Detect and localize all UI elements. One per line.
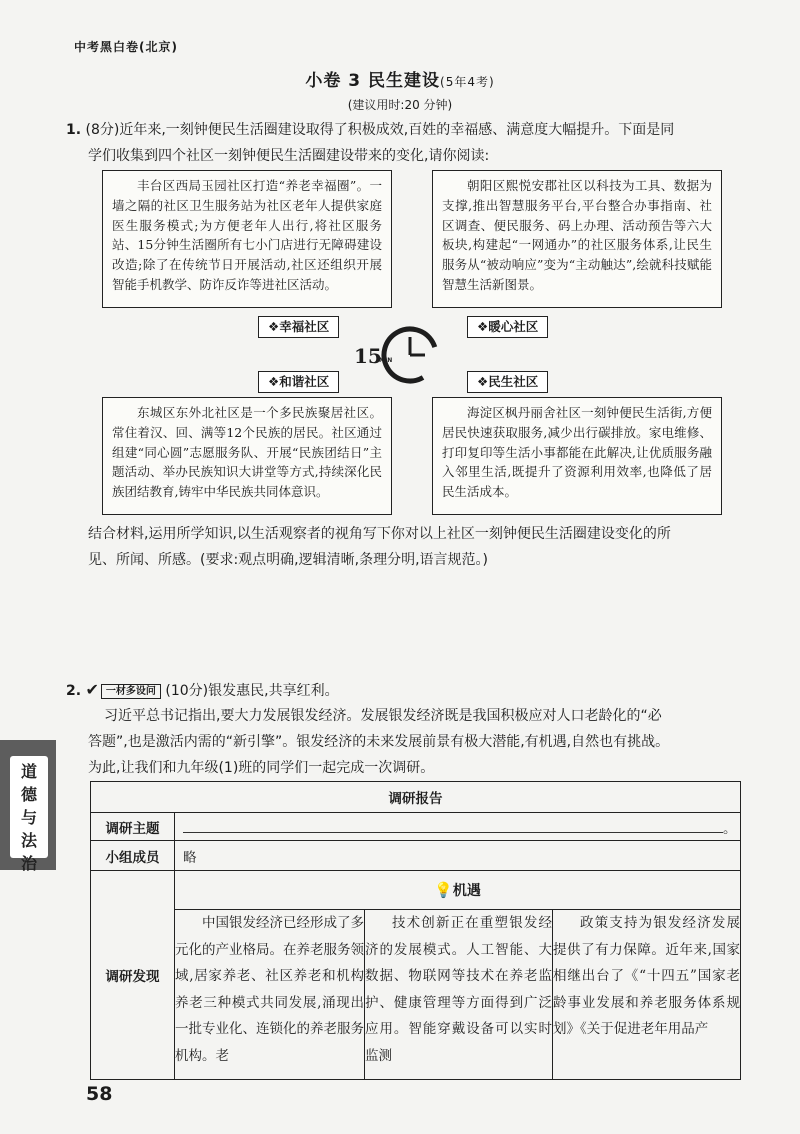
- paper-title: [0, 66, 800, 91]
- clock-icon: [348, 325, 450, 385]
- q2-paragraph: [88, 703, 768, 781]
- q1-points: (8分): [85, 122, 120, 138]
- subject-side-text: 道德与法治: [20, 762, 37, 873]
- q2-heading: [66, 677, 766, 704]
- q2-para-line3: 为此,让我们和九年级(1)班的同学们一起完成一次调研。: [88, 760, 435, 776]
- q1-intro-text1: 近年来,一刻钟便民生活圈建设取得了积极成效,百姓的幸福感、满意度大幅提升。下面是同: [119, 122, 675, 138]
- box-livelihood-community: 海淀区枫丹丽舍社区一刻钟便民生活街,方便居民快速获取服务,减少出行碳排放。家电维修、打印复印等生活小事都能在此解决,让优质服务融入邻里生活,既提升了资源利用效率,也降低了居民生活成本。: [432, 397, 722, 515]
- check-icon: ✔: [85, 680, 99, 699]
- q1-intro-line1: [66, 117, 766, 143]
- q1-intro: [66, 117, 766, 169]
- opportunity-heading-text: 机遇: [452, 883, 481, 899]
- report-members-value: 略: [175, 841, 741, 871]
- paper-title-main: 小卷 3 民生建设: [305, 71, 441, 91]
- report-table: [90, 781, 741, 1080]
- paper-subtitle: (5年4考): [440, 75, 495, 89]
- finding-technology: 技术创新正在重塑银发经济的发展模式。人工智能、大数据、物联网等技术在养老监护、健康管理等方面得到广泛应用。智能穿戴设备可以实时监测: [365, 910, 553, 1080]
- label-happy-community: ❖幸福社区: [258, 316, 339, 338]
- q2-para-line1: 习近平总书记指出,要大力发展银发经济。发展银发经济既是我国积极应对人口老龄化的“必: [104, 708, 662, 724]
- q2-para-line2: 答题”,也是激活内需的“新引擎”。银发经济的未来发展前景有极大潜能,有机遇,自然也有挑战。: [88, 734, 670, 750]
- q2-topic: 银发惠民,共享红利。: [208, 683, 339, 699]
- report-findings-label: 调研发现: [91, 871, 175, 1080]
- q1-intro-line2: 学们收集到四个社区一刻钟便民生活圈建设带来的变化,请你阅读:: [88, 148, 490, 164]
- q1-prompt-line1: 结合材料,运用所学知识,以生活观察者的视角写下你对以上社区一刻钟便民生活圈建设变化的所: [88, 526, 671, 542]
- label-harmony-community: ❖和谐社区: [258, 371, 339, 393]
- q1-prompt: [88, 521, 768, 573]
- box-warm-community: 朝阳区熙悦安郡社区以科技为工具、数据为支撑,推出智慧服务平台,平台整合办事指南、社区调查、便民服务、码上办理、活动预告等六大板块,构建起“一网通办”的社区服务体系,让民生服务从“被动响应”变为“主动触达”,绘就科技赋能智慧生活新图景。: [432, 170, 722, 308]
- box-happy-community: 丰台区西局玉园社区打造“养老幸福圈”。一墙之隔的社区卫生服务站为社区老年人提供家庭医生服务模式;为方便老年人出行,将社区服务站、15分钟生活圈所有七小门店进行无障碍建设改造;除了在传统节日开展活动,社区还组织开展智能手机教学、防诈反诈等进社区活动。: [102, 170, 392, 308]
- box-harmony-community: 东城区东外北社区是一个多民族聚居社区。常住着汉、回、满等12个民族的居民。社区通过组建“同心圆”志愿服务队、开展“民族团结日”主题活动、举办民族知识大讲堂等方式,持续深化民族团结教育,铸牢中华民族共同体意识。: [102, 397, 392, 515]
- finding-industry: 中国银发经济已经形成了多元化的产业格局。在养老服务领域,居家养老、社区养老和机构养老三种模式共同发展,涌现出一批专业化、连锁化的养老服务机构。老: [175, 910, 365, 1080]
- report-topic-end: 。: [723, 820, 737, 837]
- report-members-label: 小组成员: [91, 841, 175, 871]
- finding-policy: 政策支持为银发经济发展提供了有力保障。近年来,国家相继出台了《“十四五”国家老龄事业发展和养老服务体系规划》《关于促进老年用品产: [553, 910, 741, 1080]
- opportunity-heading: [175, 871, 741, 910]
- label-livelihood-community: ❖民生社区: [467, 371, 548, 393]
- page-number: 58: [86, 1083, 113, 1105]
- q2-number: 2.: [66, 683, 82, 699]
- report-topic-cell: [175, 813, 741, 841]
- book-title: 中考黑白卷(北京): [74, 40, 178, 54]
- q2-points: (10分): [165, 683, 209, 699]
- label-warm-community: ❖暖心社区: [467, 316, 548, 338]
- q1-prompt-line2: 见、所闻、所感。(要求:观点明确,逻辑清晰,条理分明,语言规范。): [88, 552, 488, 568]
- time-note: (建议用时:20 分钟): [347, 98, 453, 112]
- report-title: 调研报告: [91, 782, 741, 813]
- clock-number: 15: [354, 344, 382, 368]
- lightbulb-icon: 💡: [434, 881, 453, 899]
- clock-unit: MIN: [379, 357, 393, 364]
- report-topic-blank[interactable]: [183, 818, 723, 833]
- q2-badge: 一材多设问: [101, 684, 161, 699]
- q1-number: 1.: [66, 122, 82, 138]
- report-topic-label: 调研主题: [91, 813, 175, 841]
